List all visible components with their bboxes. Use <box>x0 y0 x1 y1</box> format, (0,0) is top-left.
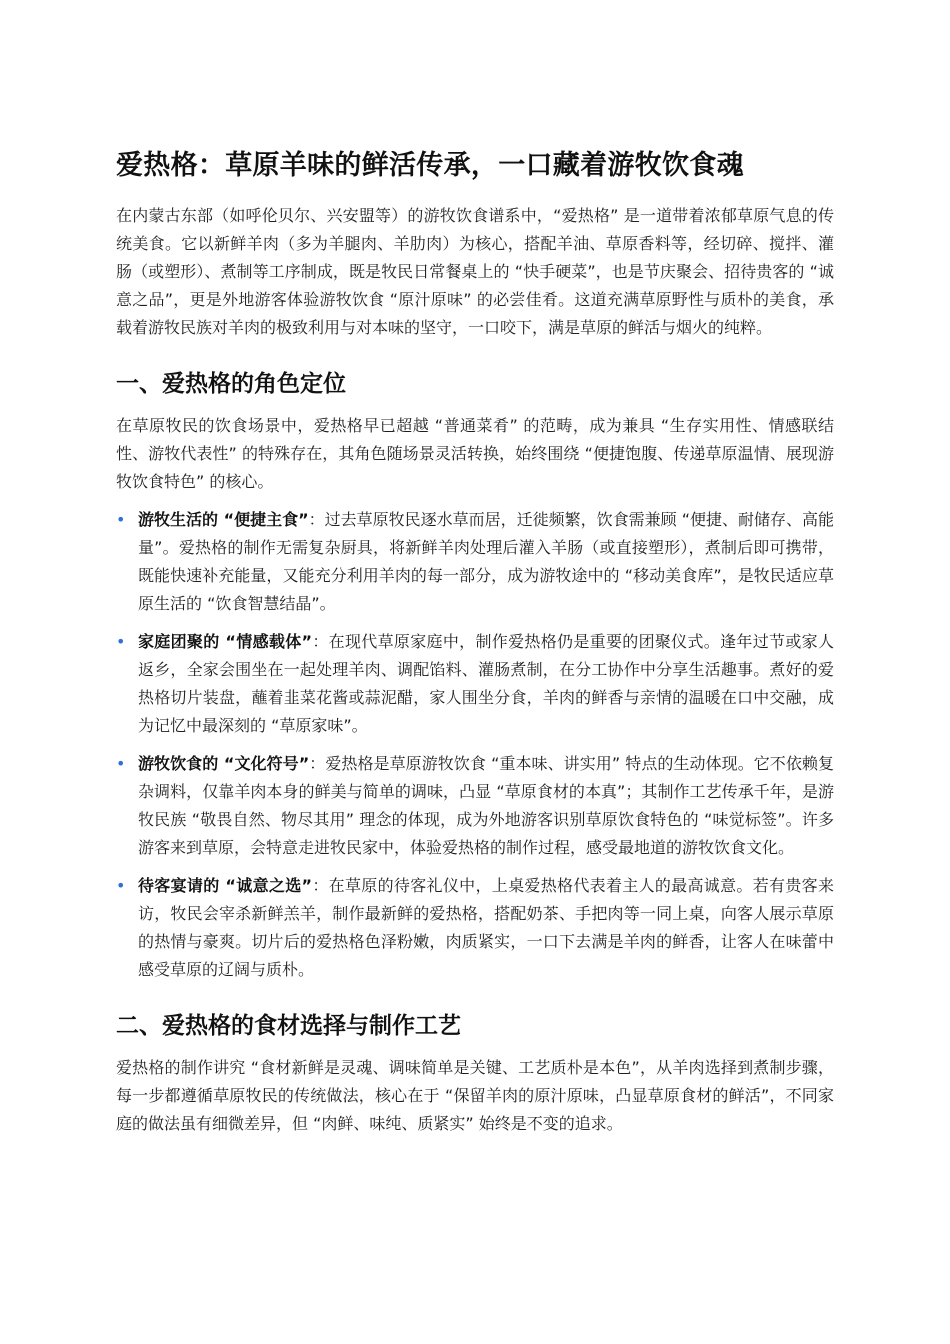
list-item-text: ：过去草原牧民逐水草而居，迁徙频繁，饮食需兼顾 “便捷、耐储存、高能量”。爱热格的制作无需复杂厨具，将新鲜羊肉处理后灌入羊肠（或直接塑形），煮制后即可携带，既能快速补充能量，又能充分利用羊肉的每一部分，成为游牧途中的 “移动美食库”，是牧民适应草原生活的 “饮食智慧结晶”。 <box>138 510 834 613</box>
section-heading-role: 一、爱热格的角色定位 <box>116 371 346 397</box>
list-item-term: 待客宴请的 “诚意之选” <box>138 876 313 895</box>
document-page <box>116 146 834 1138</box>
bullet-icon: • <box>116 510 126 529</box>
list-item <box>116 872 834 984</box>
section-ingredients-intro: 爱热格的制作讲究 “食材新鲜是灵魂、调味简单是关键、工艺质朴是本色”，从羊肉选择到煮制步骤，每一步都遵循草原牧民的传统做法，核心在于 “保留羊肉的原汁原味，凸显草原食材的鲜活”，不同家庭的做法虽有细微差异，但 “肉鲜、味纯、质紧实” 始终是不变的追求。 <box>116 1058 834 1133</box>
list-item <box>116 506 834 618</box>
list-item <box>116 750 834 862</box>
list-item-text: ：在现代草原家庭中，制作爱热格仍是重要的团聚仪式。逢年过节或家人返乡，全家会围坐在一起处理羊肉、调配馅料、灌肠煮制，在分工协作中分享生活趣事。煮好的爱热格切片装盘，蘸着韭菜花酱或蒜泥醋，家人围坐分食，羊肉的鲜香与亲情的温暖在口中交融，成为记忆中最深刻的 “草原家味”。 <box>138 632 834 735</box>
list-item-text: ：爱热格是草原游牧饮食 “重本味、讲实用” 特点的生动体现。它不依赖复杂调料，仅靠羊肉本身的鲜美与简单的调味，凸显 “草原食材的本真”；其制作工艺传承千年，是游牧民族 “敬畏自然、物尽其用” 理念的体现，成为外地游客识别草原饮食特色的 “味觉标签”。许多游客来到草原，会特意走进牧民家中，体验爱热格的制作过程，感受最地道的游牧饮食文化。 <box>138 754 834 857</box>
intro-paragraph: 在内蒙古东部（如呼伦贝尔、兴安盟等）的游牧饮食谱系中，“爱热格” 是一道带着浓郁草原气息的传统美食。它以新鲜羊肉（多为羊腿肉、羊肋肉）为核心，搭配羊油、草原香料等，经切碎、搅拌、灌肠（或塑形）、煮制等工序制成，既是牧民日常餐桌上的 “快手硬菜”，也是节庆聚会、招待贵客的 “诚意之品”，更是外地游客体验游牧饮食 “原汁原味” 的必尝佳肴。这道充满草原野性与质朴的美食，承载着游牧民族对羊肉的极致利用与对本味的坚守，一口咬下，满是草原的鲜活与烟火的纯粹。 <box>116 206 834 337</box>
bullet-icon: • <box>116 754 126 773</box>
list-item-term: 家庭团聚的 “情感载体” <box>138 632 313 651</box>
bullet-icon: • <box>116 632 126 651</box>
list-item <box>116 628 834 740</box>
bullet-icon: • <box>116 876 126 895</box>
list-item-text: ：在草原的待客礼仪中，上桌爱热格代表着主人的最高诚意。若有贵客来访，牧民会宰杀新鲜羔羊，制作最新鲜的爱热格，搭配奶茶、手把肉等一同上桌，向客人展示草原的热情与豪爽。切片后的爱热格色泽粉嫩，肉质紧实，一口下去满是羊肉的鲜香，让客人在味蕾中感受草原的辽阔与质朴。 <box>138 876 834 979</box>
section-role-intro: 在草原牧民的饮食场景中，爱热格早已超越 “普通菜肴” 的范畴，成为兼具 “生存实用性、情感联结性、游牧代表性” 的特殊存在，其角色随场景灵活转换，始终围绕 “便捷饱腹、传递草原温情、展现游牧饮食特色” 的核心。 <box>116 416 834 491</box>
role-list <box>116 506 834 984</box>
page-title: 爱热格：草原羊味的鲜活传承，一口藏着游牧饮食魂 <box>116 150 744 181</box>
list-item-term: 游牧饮食的 “文化符号” <box>138 754 310 773</box>
section-heading-ingredients: 二、爱热格的食材选择与制作工艺 <box>116 1013 461 1039</box>
list-item-term: 游牧生活的 “便捷主食” <box>138 510 309 529</box>
